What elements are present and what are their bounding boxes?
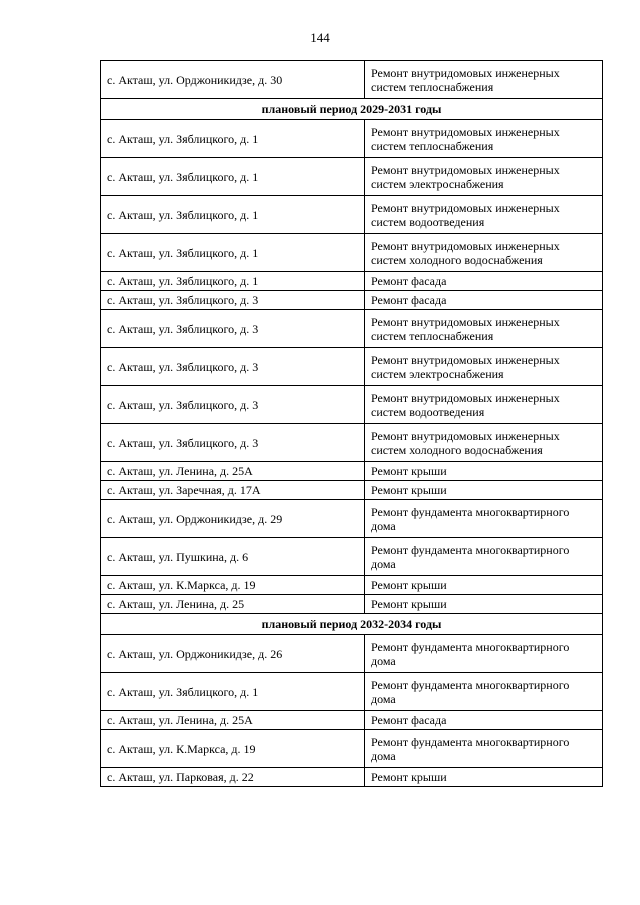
- address-cell: с. Акташ, ул. Зяблицкого, д. 3: [101, 291, 365, 310]
- work-type-cell: Ремонт внутридомовых инженерных систем электроснабжения: [365, 158, 603, 196]
- address-cell: с. Акташ, ул. Пушкина, д. 6: [101, 538, 365, 576]
- repair-works-table: [100, 60, 603, 787]
- work-type-cell: Ремонт фасада: [365, 711, 603, 730]
- section-header-row: [101, 614, 603, 635]
- table-row: [101, 234, 603, 272]
- work-type-cell: Ремонт фундамента многоквартирного дома: [365, 673, 603, 711]
- table-row: [101, 120, 603, 158]
- table-row: [101, 595, 603, 614]
- table-row: [101, 635, 603, 673]
- address-cell: с. Акташ, ул. Зяблицкого, д. 1: [101, 120, 365, 158]
- section-title: плановый период 2029-2031 годы: [101, 99, 603, 120]
- address-cell: с. Акташ, ул. Ленина, д. 25: [101, 595, 365, 614]
- table-row: [101, 730, 603, 768]
- address-cell: с. Акташ, ул. Ленина, д. 25А: [101, 462, 365, 481]
- address-cell: с. Акташ, ул. Заречная, д. 17А: [101, 481, 365, 500]
- table-row: [101, 424, 603, 462]
- table-body: [101, 61, 603, 787]
- address-cell: с. Акташ, ул. Зяблицкого, д. 3: [101, 348, 365, 386]
- address-cell: с. Акташ, ул. Зяблицкого, д. 1: [101, 158, 365, 196]
- work-type-cell: Ремонт внутридомовых инженерных систем теплоснабжения: [365, 120, 603, 158]
- page-number: 144: [310, 30, 330, 45]
- table-row: [101, 768, 603, 787]
- work-type-cell: Ремонт фундамента многоквартирного дома: [365, 635, 603, 673]
- table-row: [101, 61, 603, 99]
- table-row: [101, 310, 603, 348]
- table-row: [101, 500, 603, 538]
- address-cell: с. Акташ, ул. К.Маркса, д. 19: [101, 576, 365, 595]
- section-title: плановый период 2032-2034 годы: [101, 614, 603, 635]
- work-type-cell: Ремонт крыши: [365, 595, 603, 614]
- address-cell: с. Акташ, ул. Зяблицкого, д. 3: [101, 386, 365, 424]
- work-type-cell: Ремонт фундамента многоквартирного дома: [365, 500, 603, 538]
- work-type-cell: Ремонт внутридомовых инженерных систем теплоснабжения: [365, 61, 603, 99]
- work-type-cell: Ремонт внутридомовых инженерных систем водоотведения: [365, 196, 603, 234]
- table-row: [101, 576, 603, 595]
- work-type-cell: Ремонт внутридомовых инженерных систем водоотведения: [365, 386, 603, 424]
- work-type-cell: Ремонт фасада: [365, 272, 603, 291]
- work-type-cell: Ремонт фасада: [365, 291, 603, 310]
- table-row: [101, 348, 603, 386]
- table-row: [101, 538, 603, 576]
- work-type-cell: Ремонт внутридомовых инженерных систем электроснабжения: [365, 348, 603, 386]
- address-cell: с. Акташ, ул. Орджоникидзе, д. 26: [101, 635, 365, 673]
- section-header-row: [101, 99, 603, 120]
- address-cell: с. Акташ, ул. Орджоникидзе, д. 30: [101, 61, 365, 99]
- table-row: [101, 291, 603, 310]
- work-type-cell: Ремонт крыши: [365, 768, 603, 787]
- table-row: [101, 711, 603, 730]
- address-cell: с. Акташ, ул. Парковая, д. 22: [101, 768, 365, 787]
- address-cell: с. Акташ, ул. Орджоникидзе, д. 29: [101, 500, 365, 538]
- table-row: [101, 272, 603, 291]
- work-type-cell: Ремонт крыши: [365, 462, 603, 481]
- address-cell: с. Акташ, ул. Зяблицкого, д. 1: [101, 196, 365, 234]
- address-cell: с. Акташ, ул. Зяблицкого, д. 3: [101, 310, 365, 348]
- address-cell: с. Акташ, ул. К.Маркса, д. 19: [101, 730, 365, 768]
- work-type-cell: Ремонт внутридомовых инженерных систем холодного водоснабжения: [365, 424, 603, 462]
- table-row: [101, 158, 603, 196]
- address-cell: с. Акташ, ул. Зяблицкого, д. 1: [101, 272, 365, 291]
- address-cell: с. Акташ, ул. Зяблицкого, д. 1: [101, 234, 365, 272]
- table-row: [101, 196, 603, 234]
- work-type-cell: Ремонт крыши: [365, 481, 603, 500]
- work-type-cell: Ремонт фундамента многоквартирного дома: [365, 730, 603, 768]
- work-type-cell: Ремонт внутридомовых инженерных систем холодного водоснабжения: [365, 234, 603, 272]
- address-cell: с. Акташ, ул. Зяблицкого, д. 1: [101, 673, 365, 711]
- table-row: [101, 462, 603, 481]
- address-cell: с. Акташ, ул. Ленина, д. 25А: [101, 711, 365, 730]
- work-type-cell: Ремонт внутридомовых инженерных систем теплоснабжения: [365, 310, 603, 348]
- work-type-cell: Ремонт фундамента многоквартирного дома: [365, 538, 603, 576]
- address-cell: с. Акташ, ул. Зяблицкого, д. 3: [101, 424, 365, 462]
- work-type-cell: Ремонт крыши: [365, 576, 603, 595]
- table-row: [101, 386, 603, 424]
- table-row: [101, 673, 603, 711]
- table-row: [101, 481, 603, 500]
